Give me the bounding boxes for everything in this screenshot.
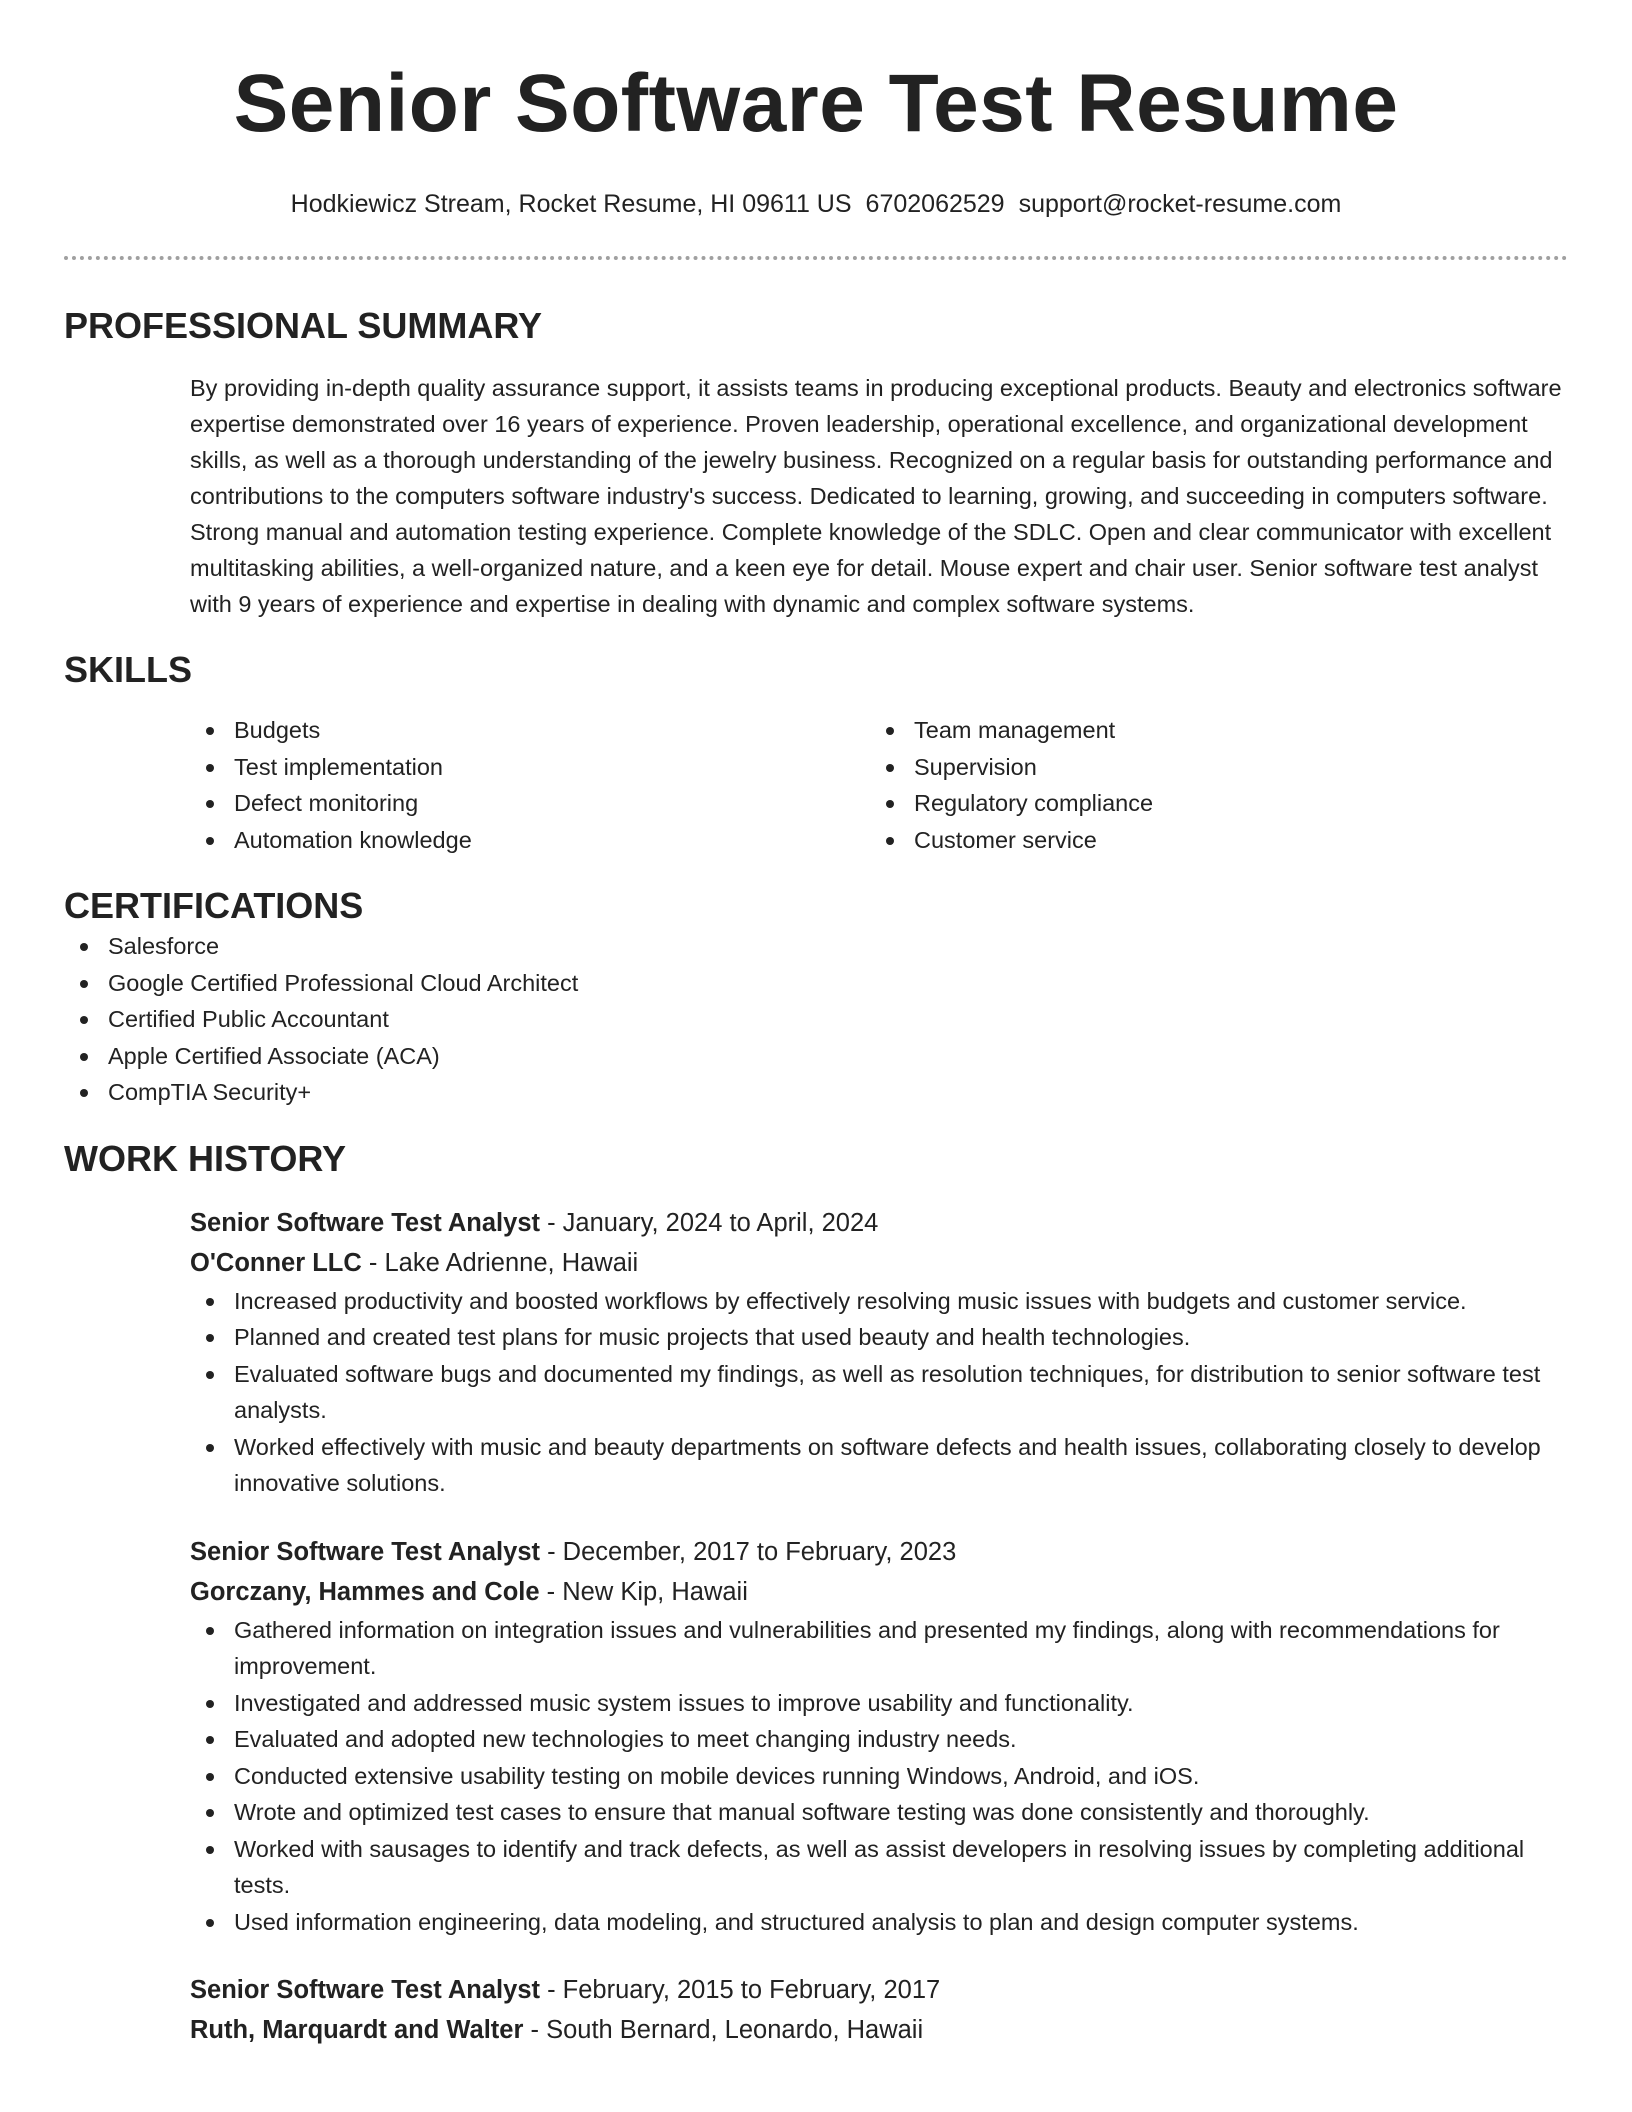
job-dates: - December, 2017 to February, 2023 (540, 1537, 957, 1566)
job-duties-list (190, 1612, 1568, 1941)
job-duty: Conducted extensive usability testing on mobile devices running Windows, Android, and iOS. (190, 1758, 1568, 1795)
job-duty: Investigated and addressed music system issues to improve usability and functionality. (190, 1685, 1568, 1722)
contact-address: Hodkiewicz Stream, Rocket Resume, HI 09611 US (290, 190, 852, 218)
certification-item: Certified Public Accountant (64, 1001, 1568, 1038)
contact-phone: 6702062529 (865, 190, 1005, 218)
job-company: Ruth, Marquardt and Walter (190, 2016, 524, 2044)
job-title-line (190, 1203, 1568, 1243)
certification-item: Salesforce (64, 928, 1568, 965)
job-role: Senior Software Test Analyst (190, 1976, 541, 2004)
job-role: Senior Software Test Analyst (190, 1208, 541, 1237)
job-title-line (190, 1970, 1568, 2010)
job-location: - New Kip, Hawaii (539, 1577, 748, 1606)
skills-grid (190, 712, 1568, 858)
job-title-line (190, 1532, 1568, 1572)
job-duties-list (190, 1283, 1568, 1502)
job-dates: - January, 2024 to April, 2024 (540, 1208, 879, 1237)
job-duty: Gathered information on integration issues and vulnerabilities and presented my findings, along with recommendations for improvement. (190, 1612, 1568, 1685)
skills-column-right (870, 712, 1550, 858)
certification-item: CompTIA Security+ (64, 1074, 1568, 1111)
skills-heading: SKILLS (64, 649, 193, 690)
job-entry (190, 1203, 1568, 1502)
skills-list-left (190, 712, 870, 858)
job-duty: Worked effectively with music and beauty departments on software defects and health issues, collaborating closely to develop innovative solutions. (190, 1429, 1568, 1502)
skills-list-right (870, 712, 1550, 858)
skill-item: Customer service (870, 822, 1550, 859)
job-role: Senior Software Test Analyst (190, 1537, 541, 1566)
job-location: - South Bernard, Leonardo, Hawaii (523, 2016, 924, 2044)
certification-item: Apple Certified Associate (ACA) (64, 1038, 1568, 1075)
skill-item: Automation knowledge (190, 822, 870, 859)
certifications-heading: CERTIFICATIONS (64, 885, 364, 926)
job-company: Gorczany, Hammes and Cole (190, 1577, 540, 1606)
work-history-heading: WORK HISTORY (64, 1137, 347, 1179)
contact-email: support@rocket-resume.com (1018, 190, 1342, 218)
certification-item: Google Certified Professional Cloud Architect (64, 965, 1568, 1002)
job-entry (190, 1532, 1568, 1941)
contact-line (64, 188, 1568, 220)
job-dates: - February, 2015 to February, 2017 (540, 1976, 941, 2004)
job-duty: Evaluated and adopted new technologies to meet changing industry needs. (190, 1721, 1568, 1758)
skill-item: Test implementation (190, 749, 870, 786)
job-duty: Planned and created test plans for music projects that used beauty and health technologies. (190, 1319, 1568, 1356)
job-duty: Increased productivity and boosted workflows by effectively resolving music issues with budgets and customer service. (190, 1283, 1568, 1320)
summary-text: By providing in-depth quality assurance support, it assists teams in producing exceptional products. Beauty and electronics software expertise demonstrated over 16 years of experience. Proven leadership, operational excellence, and organizational development skills, as well as a thorough understanding of the jewelry business. Recognized on a regular basis for outstanding performance and contributions to the computers software industry's success. Dedicated to learning, growing, and succeeding in computers software. Strong manual and automation testing experience. Complete knowledge of the SDLC. Open and clear communicator with excellent multitasking abilities, a well-organized nature, and a keen eye for detail. Mouse expert and chair user. Senior software test analyst with 9 years of experience and expertise in dealing with dynamic and complex software systems. (190, 375, 1562, 617)
job-duty: Wrote and optimized test cases to ensure that manual software testing was done consistently and thoroughly. (190, 1794, 1568, 1831)
job-company-line (190, 1572, 1568, 1612)
skill-item: Team management (870, 712, 1550, 749)
skill-item: Supervision (870, 749, 1550, 786)
skill-item: Regulatory compliance (870, 785, 1550, 822)
skill-item: Budgets (190, 712, 870, 749)
skill-item: Defect monitoring (190, 785, 870, 822)
header-divider (64, 256, 1568, 260)
job-company-line (190, 2010, 1568, 2050)
job-location: - Lake Adrienne, Hawaii (361, 1248, 639, 1277)
job-company: O'Conner LLC (190, 1248, 362, 1277)
job-duty: Evaluated software bugs and documented my findings, as well as resolution techniques, for distribution to senior software test analysts. (190, 1356, 1568, 1429)
job-entry (190, 1970, 1568, 2050)
resume-page (64, 0, 1568, 2050)
job-duty: Used information engineering, data modeling, and structured analysis to plan and design computer systems. (190, 1904, 1568, 1941)
summary-heading: PROFESSIONAL SUMMARY (64, 305, 543, 346)
resume-title: Senior Software Test Resume (233, 58, 1399, 149)
skills-column-left (190, 712, 870, 858)
job-company-line (190, 1243, 1568, 1283)
job-duty: Worked with sausages to identify and track defects, as well as assist developers in resolving issues by completing additional tests. (190, 1831, 1568, 1904)
certifications-list (64, 928, 1568, 1111)
